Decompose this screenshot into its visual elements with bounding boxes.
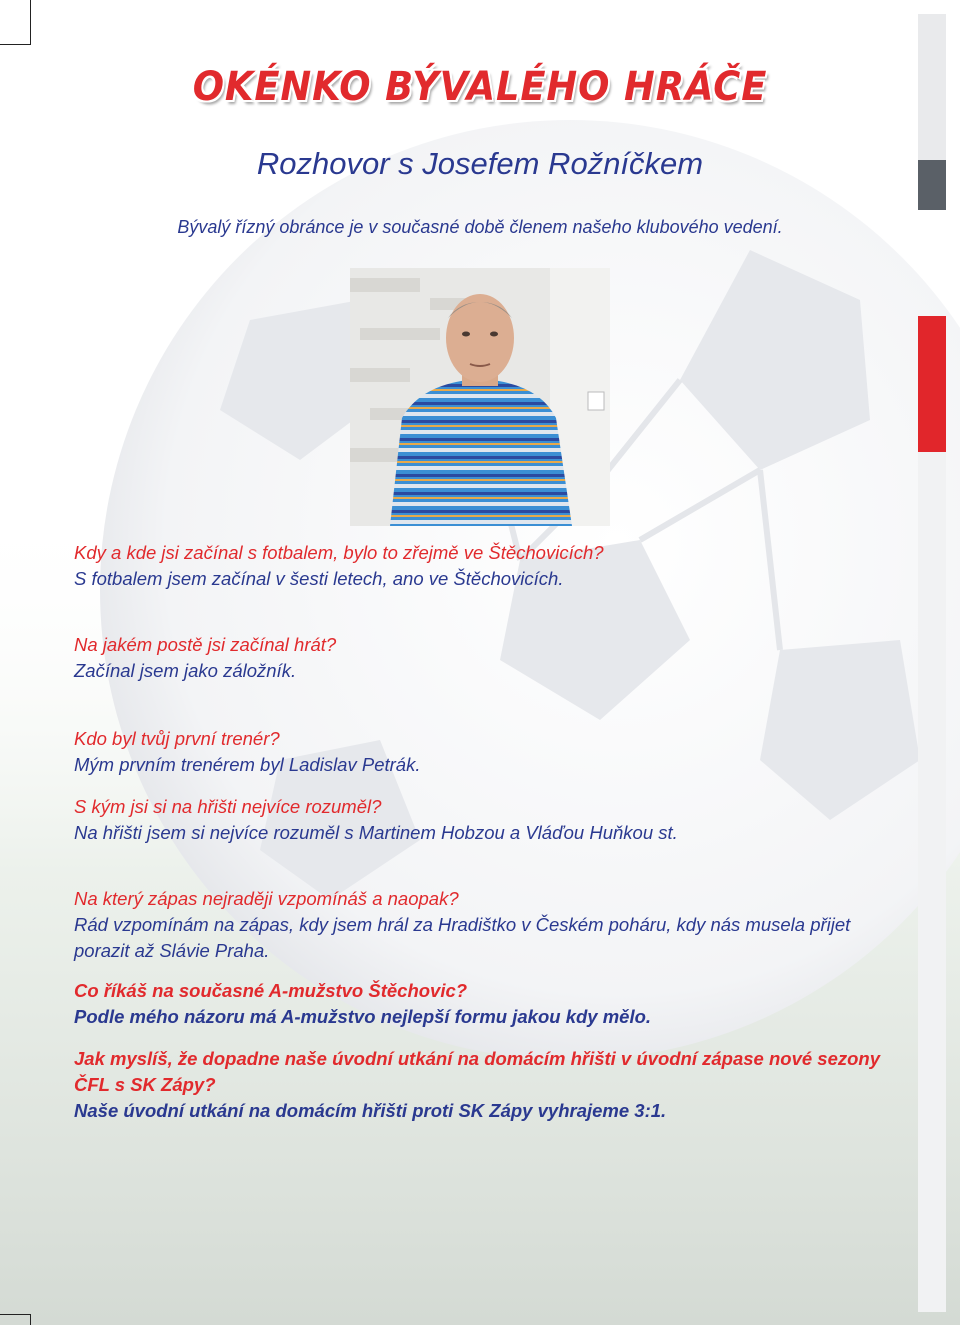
page-subtitle: Bývalý řízný obránce je v současné době členem našeho klubového vedení. [177,217,783,237]
qa-block-6 [74,978,894,1030]
answer: Naše úvodní utkání na domácím hřišti proti SK Zápy vyhrajeme 3:1. [74,1100,667,1121]
crop-mark-top [0,0,31,45]
qa-block-3 [74,726,894,778]
qa-block-4 [74,794,894,846]
qa-block-1 [74,540,894,592]
side-bar-red [918,316,946,452]
question: Co říkáš na současné A-mužstvo Štěchovic? [74,980,468,1001]
side-bar-light [918,14,946,160]
answer: Podle mého názoru má A-mužstvo nejlepší formu jakou kdy mělo. [74,1006,652,1027]
portrait-photo [350,268,610,526]
banner-title: OKÉNKO BÝVALÉHO HRÁČE [192,64,768,110]
answer: Začínal jsem jako záložník. [74,660,297,681]
question: Jak myslíš, že dopadne naše úvodní utkání na domácím hřišti v úvodní zápase nové sezony ČFL s SK Zápy? [74,1048,881,1095]
crop-mark-bottom [0,1314,31,1325]
question: Kdo byl tvůj první trenér? [74,728,280,749]
question: Na jakém postě jsi začínal hrát? [74,634,337,655]
side-bar-bottom [918,452,946,1312]
question: S kým jsi si na hřišti nejvíce rozuměl? [74,796,382,817]
answer: Mým prvním trenérem byl Ladislav Petrák. [74,754,421,775]
page-title: Rozhovor s Josefem Rožníčkem [256,146,704,181]
question: Kdy a kde jsi začínal s fotbalem, bylo to zřejmě ve Štěchovicích? [74,542,604,563]
answer: Na hřišti jsem si nejvíce rozuměl s Martinem Hobzou a Vláďou Huňkou st. [74,822,678,843]
answer: S fotbalem jsem začínal v šesti letech, ano ve Štěchovicích. [74,568,564,589]
qa-block-2 [74,632,894,684]
question: Na který zápas nejraději vzpomínáš a naopak? [74,888,459,909]
answer: Rád vzpomínám na zápas, kdy jsem hrál za Hradištko v Českém poháru, kdy nás musela přijet porazit až Slávie Praha. [74,914,851,961]
qa-block-7 [74,1046,894,1124]
qa-block-5 [74,886,894,964]
